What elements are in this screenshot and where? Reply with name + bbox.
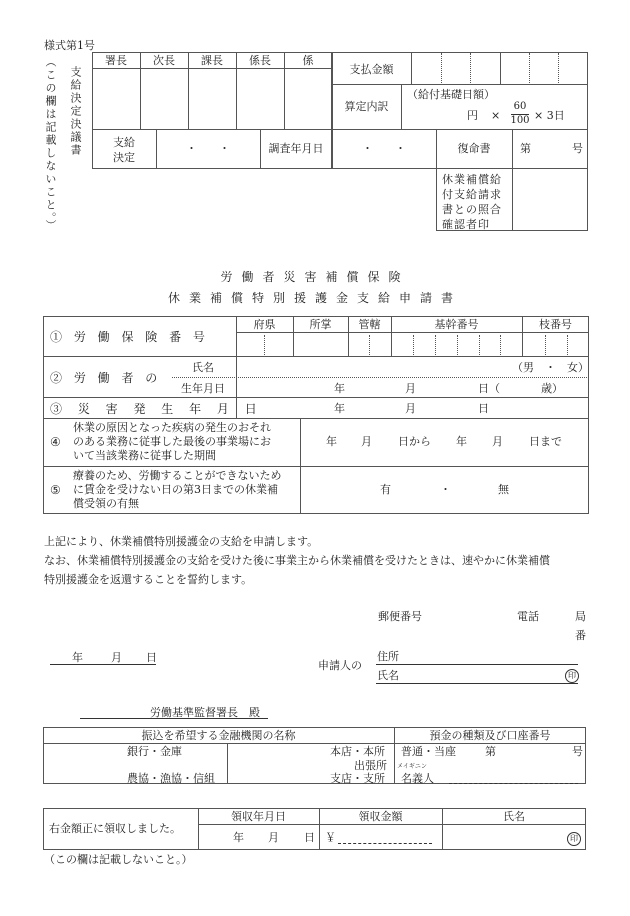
stamp-box-staff[interactable]: [285, 69, 331, 128]
decision-label: 支給 決定: [113, 136, 135, 164]
stamp-box-chief[interactable]: [93, 69, 139, 128]
row3-label: ③ 災 害 発 生 年 月 日: [50, 402, 263, 416]
applicant-name-field[interactable]: [376, 683, 578, 684]
birth-month: 月: [405, 382, 416, 395]
col-jurisdiction: 所掌: [309, 318, 332, 331]
decision-date-field[interactable]: ・ ・: [186, 142, 230, 155]
option-no[interactable]: 無: [498, 483, 509, 496]
row2-birth-label: 生年月日: [181, 382, 225, 395]
payment-amount-label: 支払金額: [349, 63, 394, 76]
stamp-box-deputy[interactable]: [141, 69, 187, 128]
postal-code-field[interactable]: [430, 608, 510, 624]
holder-furigana: メイギニン: [397, 763, 427, 770]
receipt-month: 月: [268, 831, 279, 844]
receipt-label: 右金額正に領収しました。: [49, 822, 181, 835]
receipt-year: 年: [233, 831, 244, 844]
calc-times: ×: [491, 109, 501, 122]
title-line1: 労働者災害補償保険: [220, 270, 410, 284]
gender-select[interactable]: （男 ・ 女）: [512, 361, 589, 374]
account-type-options[interactable]: 普通・当座: [401, 745, 456, 758]
option-separator: ・: [440, 483, 451, 496]
check-label: 休業補償給 付支給請求 書との照合 確認者印: [442, 173, 502, 231]
approval-header: 署長: [105, 54, 127, 67]
bank-header-left: 振込を希望する金融機関の名称: [141, 729, 296, 742]
form-number: 様式第1号: [44, 39, 95, 52]
row1-label: ① 労 働 保 険 番 号: [50, 330, 209, 344]
account-holder-field[interactable]: [449, 783, 578, 784]
calc-days: × 3日: [534, 109, 565, 122]
seal-icon: 印: [567, 831, 581, 846]
yen-icon: ￥: [325, 831, 336, 844]
work-period-field[interactable]: [301, 419, 588, 465]
disaster-date-field[interactable]: [237, 398, 588, 417]
stamp-box-subsection[interactable]: [237, 69, 283, 128]
disaster-month: 月: [405, 402, 416, 415]
bank-type-options-2[interactable]: 農協・漁協・信組: [127, 772, 215, 785]
holder-label: 名義人: [401, 772, 434, 785]
period-from-year: 年: [326, 435, 337, 448]
account-no-suffix: 号: [572, 745, 583, 758]
title-line2: 休業補償特別援護金支給申請書: [167, 291, 462, 305]
app-year: 年: [72, 651, 83, 664]
application-date-field[interactable]: [50, 664, 156, 665]
report-label: 復命書: [457, 142, 491, 155]
approval-header: 課長: [201, 54, 223, 67]
office-name-field[interactable]: [80, 718, 268, 719]
seal-icon: 印: [565, 668, 579, 683]
check-seal-field[interactable]: [513, 170, 587, 230]
worker-name-field[interactable]: [237, 357, 507, 376]
decision-title: 支給決定決議書: [69, 66, 82, 157]
period-from-day: 日から: [398, 435, 431, 448]
address-field[interactable]: [376, 664, 578, 665]
branch-options-3[interactable]: 支店・支所: [330, 772, 385, 785]
stamp-box-section[interactable]: [189, 69, 235, 128]
receipt-name-field[interactable]: [443, 825, 563, 849]
receipt-day: 日: [304, 831, 315, 844]
option-yes[interactable]: 有: [380, 483, 391, 496]
receipt-name-header: 氏名: [503, 810, 525, 823]
branch-options-2[interactable]: 出張所: [354, 759, 387, 772]
row2-name-label: 氏名: [192, 361, 214, 374]
col-base-number: 基幹番号: [434, 318, 479, 331]
receipt-date-header: 領収年月日: [231, 810, 286, 823]
app-month: 月: [111, 651, 122, 664]
birth-day: 日（: [478, 382, 500, 395]
calc-yen: 円: [467, 109, 478, 122]
receipt-amount-field[interactable]: [338, 843, 432, 844]
birth-date-field[interactable]: [237, 378, 588, 396]
col-prefecture: 府県: [253, 318, 276, 331]
insurance-number-field[interactable]: [237, 333, 588, 355]
col-office: 管轄: [358, 318, 381, 331]
calc-label: 算定内訳: [344, 100, 389, 113]
report-no-suffix: 号: [572, 142, 583, 155]
name-label: 氏名: [377, 669, 399, 682]
row4-label: 休業の原因となった疾病の発生のおそれ のある業務に従事した最後の事業場にお いて当該業務に従事した期間: [73, 421, 271, 462]
applicant-of-label: 申請人の: [318, 659, 362, 672]
declaration-line3: 特別援護金を返還することを誓約します。: [44, 573, 253, 586]
receipt-amount-header: 領収金額: [358, 810, 403, 823]
period-to-month: 月: [492, 435, 503, 448]
footer-note: （この欄は記載しないこと。）: [44, 853, 193, 866]
addressee: 労働基準監督署長 殿: [150, 706, 260, 719]
report-no-prefix: 第: [520, 142, 531, 155]
phone-ban: 番: [575, 629, 586, 642]
col-branch-number: 枝番号: [539, 318, 572, 331]
row5-number: ⑤: [50, 483, 61, 497]
branch-name-field[interactable]: [228, 745, 326, 782]
row4-number: ④: [50, 435, 61, 449]
survey-date-field[interactable]: ・ ・: [362, 142, 406, 155]
branch-options-1[interactable]: 本店・本所: [330, 745, 385, 758]
period-from-month: 月: [361, 435, 372, 448]
app-day: 日: [146, 651, 157, 664]
birth-year: 年: [334, 382, 345, 395]
phone-kyoku: 局: [575, 610, 586, 623]
phone-label: 電話: [517, 610, 539, 623]
bank-name-field[interactable]: [44, 745, 124, 782]
approval-header: 係長: [249, 54, 271, 67]
disaster-year: 年: [334, 402, 345, 415]
account-number-field[interactable]: [500, 744, 566, 759]
address-label: 住所: [377, 650, 399, 663]
period-to-year: 年: [456, 435, 467, 448]
phone-field[interactable]: [545, 608, 575, 624]
row5-label: 療養のため、労働することができないため に賃金を受けない日の第3日までの休業補 償受領の有無: [73, 469, 282, 510]
approval-header: 次長: [153, 54, 175, 67]
side-note: （この欄は記載しないこと。）: [44, 56, 57, 233]
declaration-line1: 上記により、休業補償特別援護金の支給を申請します。: [44, 535, 319, 548]
declaration-line2: なお、休業補償特別援護金の支給を受けた後に事業主から休業補償を受けたときは、速やかに休業補償: [44, 554, 550, 567]
postal-code-label: 郵便番号: [378, 610, 422, 623]
receipt-date-field[interactable]: [199, 825, 318, 849]
survey-date-label: 調査年月日: [268, 142, 324, 155]
bank-header-right: 預金の種類及び口座番号: [429, 729, 551, 742]
age: 歳）: [541, 382, 563, 395]
row2-label: ② 労 働 者 の: [50, 371, 162, 385]
period-to-day: 日まで: [529, 435, 562, 448]
disaster-day: 日: [478, 402, 489, 415]
fraction-numerator: 60: [513, 101, 527, 112]
account-no-prefix: 第: [485, 745, 496, 758]
bank-type-options-1[interactable]: 銀行・金庫: [127, 745, 182, 758]
payment-amount-field[interactable]: [412, 53, 587, 83]
fraction-denominator: 100: [510, 115, 530, 126]
approval-header: 係: [302, 54, 314, 67]
calc-basis: （給付基礎日額）: [407, 88, 495, 101]
